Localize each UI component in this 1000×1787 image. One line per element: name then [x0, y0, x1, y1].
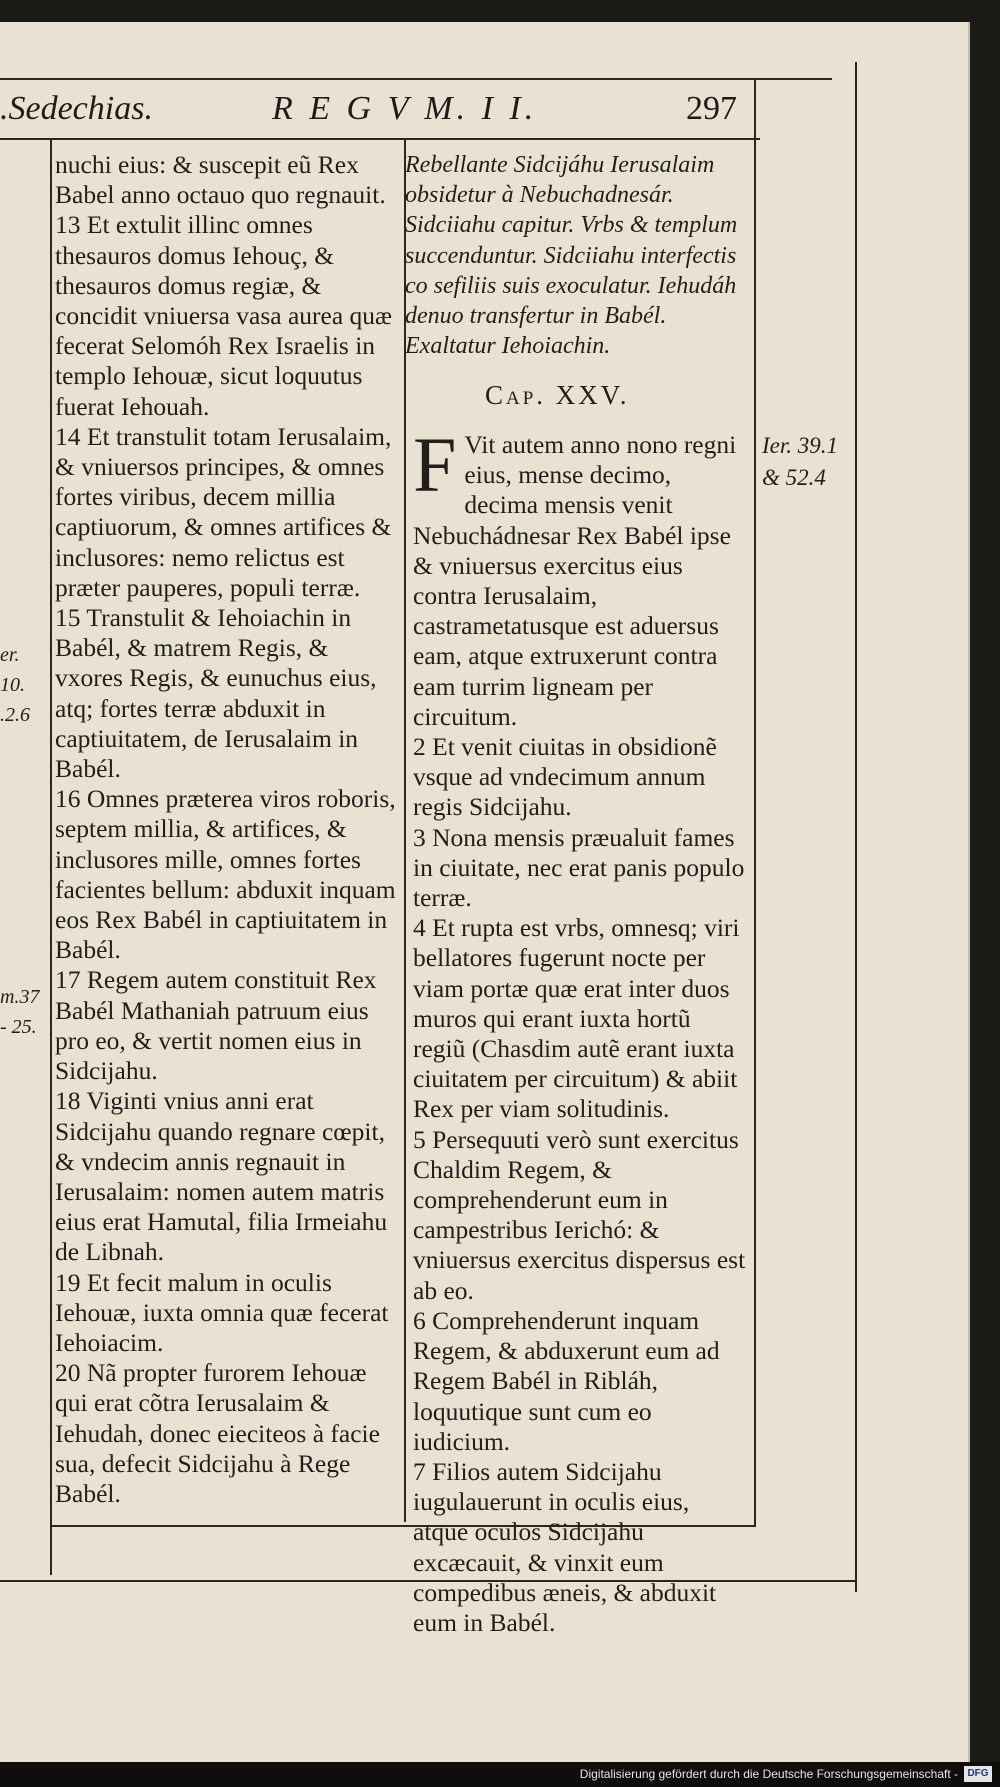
chapter-summary: Rebellante Sidcijáhu Ierusalaim obsidetur à Nebuchadnesár. Sidciiahu capitur. Vrbs & templum succenduntur. Sidciiahu interfectis co sefiliis suis exoculatur. Iehudáh denuo transfertur in Babél. Exaltatur Iehoiachin. [405, 152, 738, 360]
running-head-left: .Sedechias. [0, 90, 153, 127]
verse-14: 14 Et transtulit totam Ierusalaim, & vniuersos principes, & omnes fortes viribus, decem millia captiuorum, & omnes artifices & inclusores: nemo relictus est præter pauperes, populi terræ. [55, 421, 392, 602]
verse-2: 2 Et venit ciuitas in obsidionẽ vsque ad vndecimum annum regis Sidcijahu. [413, 732, 717, 822]
verse-3: 3 Nona mensis præualuit fames in ciuitate, nec erat panis populo terræ. [413, 822, 745, 913]
verse-16: 16 Omnes præterea viros roboris, septem millia, & artifices, & inclusores mille, omnes fortes facientes bellum: abduxit inquam eos Rex Babél in captiuitatem in Babél. [55, 784, 396, 965]
margin-fragment-left-2: m.37 - 25. [0, 986, 40, 1038]
verse-12-end: nuchi eius: & suscepit eũ Rex Babel anno octauo quo regnauit. [55, 150, 386, 210]
page-number: 297 [686, 90, 737, 127]
drop-capital: F [413, 421, 457, 508]
verse-5: 5 Persequuti verò sunt exercitus Chaldim Regem, & comprehenderunt eum in campestribus Ierichó: & vniuersus exercitus dispersus est ab eo. [413, 1124, 746, 1305]
right-column-rule [754, 80, 756, 1525]
verse-6: 6 Comprehenderunt inquam Regem, & abduxerunt eum ad Regem Babél in Ribláh, loquutique sunt cum eo iudicium. [413, 1305, 720, 1456]
chapter-heading: Cap. XXV. [485, 380, 630, 410]
outer-margin-rule [855, 62, 857, 1592]
margin-reference-right [762, 430, 842, 494]
verse-7: 7 Filios autem Sidcijahu iugulauerunt in oculis eius, atque oculos Sidcijahu excæcauit, & vinxit eum compedibus æneis, & abduxit eum in Babél. [413, 1456, 717, 1637]
verse-18: 18 Viginti vnius anni erat Sidcijahu quando regnare cœpit, & vndecim annis regnauit in Ierusalaim: nomen autem matris eius erat Hamutal, filia Irmeiahu de Libnah. [55, 1086, 388, 1267]
running-head-title: R E G V M. I I. [272, 90, 538, 127]
right-column [413, 421, 748, 1638]
margin-ref-line-1: Ier. 39.1 [762, 433, 839, 458]
verse-19: 19 Et fecit malum in oculis Iehouæ, iuxta omnia quæ fecerat Iehoiacim. [55, 1267, 389, 1357]
dfg-logo: DFG [964, 1766, 992, 1782]
verse-1: F Vit autem anno nono regni eius, mense decimo, decima mensis venit Nebuchádnesar Rex Babél ipse & vniuersus exercitus eius contra Ierusalaim, castrametatusque est aduersus eam, atque extruxerunt contra eam turrim ligneam per circuitum. [413, 421, 737, 731]
margin-ref-line-2: & 52.4 [762, 465, 826, 490]
left-column [55, 150, 400, 1509]
verse-13: 13 Et extulit illinc omnes thesauros domus Iehouç, & thesauros domus regiæ, & concidit vniuersa vasa aurea quæ fecerat Selomóh Rex Israelis in templo Iehouæ, sicut loquutus fuerat Iehouah. [55, 210, 393, 421]
margin-fragment-left-1: er. 10. .2.6 [0, 644, 30, 726]
digitization-credit: Digitalisierung gefördert durch die Deutsche Forschungsgemeinschaft - [579, 1767, 958, 1781]
header-top-rule [0, 78, 832, 80]
verse-17: 17 Regem autem constituit Rex Babél Mathaniah patruum eius pro eo, & vertit nomen eius in Sidcijahu. [55, 965, 377, 1086]
verse-20: 20 Nã propter furorem Iehouæ qui erat cõtra Ierusalaim & Iehudah, donec eieciteos à facie sua, defecit Sidcijahu à Rege Babél. [55, 1358, 380, 1508]
verse-15: 15 Transtulit & Iehoiachin in Babél, & matrem Regis, & vxores Regis, & eunuchus eius, atq; fortes terræ abduxit in captiuitatem, de Ierusalaim in Babél. [55, 603, 377, 784]
verse-4: 4 Et rupta est vrbs, omnesq; viri bellatores fugerunt nocte per viam portæ quæ erat inter duos muros qui erant iuxta hortũ regiũ (Chasdim autẽ erant iuxta ciuitatem per circuitum) & abiit Rex per viam solitudinis. [413, 913, 740, 1124]
left-column-rule [50, 140, 52, 1575]
